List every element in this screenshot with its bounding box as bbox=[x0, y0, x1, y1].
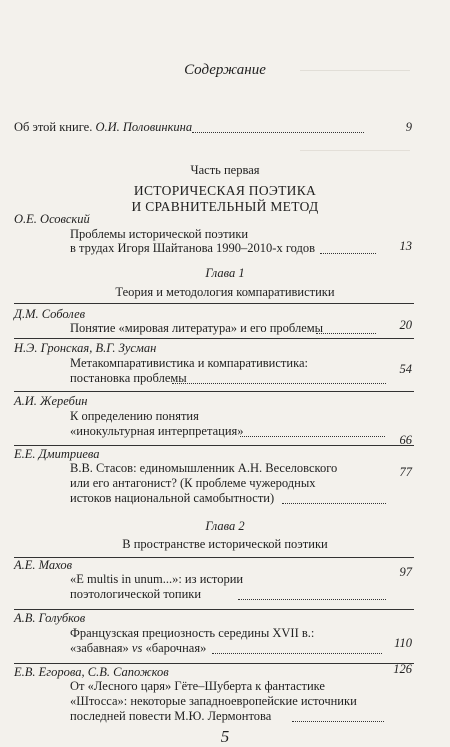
page-ref: 13 bbox=[399, 239, 412, 253]
entry-title-line: Проблемы исторической поэтики bbox=[70, 227, 249, 241]
part-title-line1: ИСТОРИЧЕСКАЯ ПОЭТИКА bbox=[133, 183, 317, 198]
dot-leader bbox=[172, 383, 386, 384]
entry-title-line: истоков национальной самобытности) bbox=[70, 491, 275, 505]
entry-title-line: поэтологической топики bbox=[70, 587, 202, 601]
entry-title-line: В.В. Стасов: единомышленник А.Н. Веселовского bbox=[70, 461, 338, 475]
title-fragment-vs: vs bbox=[131, 641, 143, 655]
title-fragment: «забавная» bbox=[70, 641, 129, 655]
divider bbox=[14, 303, 414, 304]
page-number: 5 bbox=[220, 727, 230, 746]
page-ref: 77 bbox=[399, 465, 412, 479]
divider bbox=[14, 391, 414, 392]
dot-leader bbox=[320, 253, 376, 254]
page-ref: 126 bbox=[393, 662, 412, 676]
entry-author: А.Е. Махов bbox=[14, 558, 73, 572]
divider bbox=[14, 445, 414, 446]
entry-author: О.И. Половинкина bbox=[95, 120, 193, 134]
page-ref: 20 bbox=[399, 318, 412, 332]
dot-leader bbox=[212, 653, 382, 654]
entry-title-line: или его антагонист? (К проблеме чужеродных bbox=[70, 476, 316, 490]
dot-leader bbox=[240, 436, 385, 437]
chapter-title: В пространстве исторической поэтики bbox=[122, 537, 328, 551]
part-title-line2: И СРАВНИТЕЛЬНЫЙ МЕТОД bbox=[131, 199, 319, 214]
toc-title: Содержание bbox=[184, 62, 266, 78]
entry-author: О.Е. Осовский bbox=[14, 212, 90, 226]
entry-title-line: Французская прециозность середины XVII в.: bbox=[70, 626, 315, 640]
entry-title-line: «инокультурная интерпретация» bbox=[70, 424, 244, 438]
entry-author: Д.М. Соболев bbox=[14, 307, 86, 321]
chapter-title: Теория и методология компаративистики bbox=[115, 285, 335, 299]
divider bbox=[14, 609, 414, 610]
entry-author: А.В. Голубков bbox=[14, 611, 86, 625]
divider bbox=[14, 557, 414, 558]
entry-title-line: «Штосса»: некоторые западноевропейские источники bbox=[70, 694, 357, 708]
part-label: Часть первая bbox=[190, 163, 260, 177]
page-ref: 54 bbox=[399, 362, 412, 376]
entry-title-line bbox=[70, 641, 206, 656]
page-ref: 9 bbox=[405, 120, 412, 134]
entry-title: Об этой книге. bbox=[14, 120, 93, 134]
dot-leader bbox=[292, 721, 384, 722]
entry-title-line: последней повести М.Ю. Лермонтова bbox=[70, 709, 272, 723]
chapter-label: Глава 1 bbox=[205, 266, 245, 280]
entry-author: Н.Э. Гронская, В.Г. Зусман bbox=[14, 341, 157, 355]
entry-title-line: Понятие «мировая литература» и его проблемы bbox=[70, 321, 324, 335]
entry-author: Е.В. Егорова, С.В. Сапожков bbox=[14, 665, 169, 679]
dot-leader bbox=[192, 132, 364, 133]
dot-leader bbox=[316, 333, 376, 334]
title-fragment: «барочная» bbox=[145, 641, 207, 655]
page-ref: 66 bbox=[399, 433, 412, 447]
divider bbox=[14, 338, 414, 339]
dot-leader bbox=[282, 503, 386, 504]
page-ref: 110 bbox=[394, 636, 412, 650]
toc-entry-intro bbox=[14, 120, 192, 135]
entry-title-line: Метакомпаративистика и компаративистика: bbox=[70, 356, 308, 370]
page-ref: 97 bbox=[399, 565, 412, 579]
entry-title-line: в трудах Игоря Шайтанова 1990–2010-х годов bbox=[70, 241, 316, 255]
divider bbox=[14, 663, 414, 664]
entry-title-line: постановка проблемы bbox=[70, 371, 187, 385]
entry-author: А.И. Жеребин bbox=[14, 394, 88, 408]
entry-title-line: От «Лесного царя» Гёте–Шуберта к фантастике bbox=[70, 679, 325, 693]
chapter-label: Глава 2 bbox=[205, 519, 245, 533]
dot-leader bbox=[238, 599, 386, 600]
entry-title-line: «E multis in unum...»: из истории bbox=[70, 572, 244, 586]
entry-author: Е.Е. Дмитриева bbox=[14, 447, 100, 461]
entry-title-line: К определению понятия bbox=[70, 409, 199, 423]
